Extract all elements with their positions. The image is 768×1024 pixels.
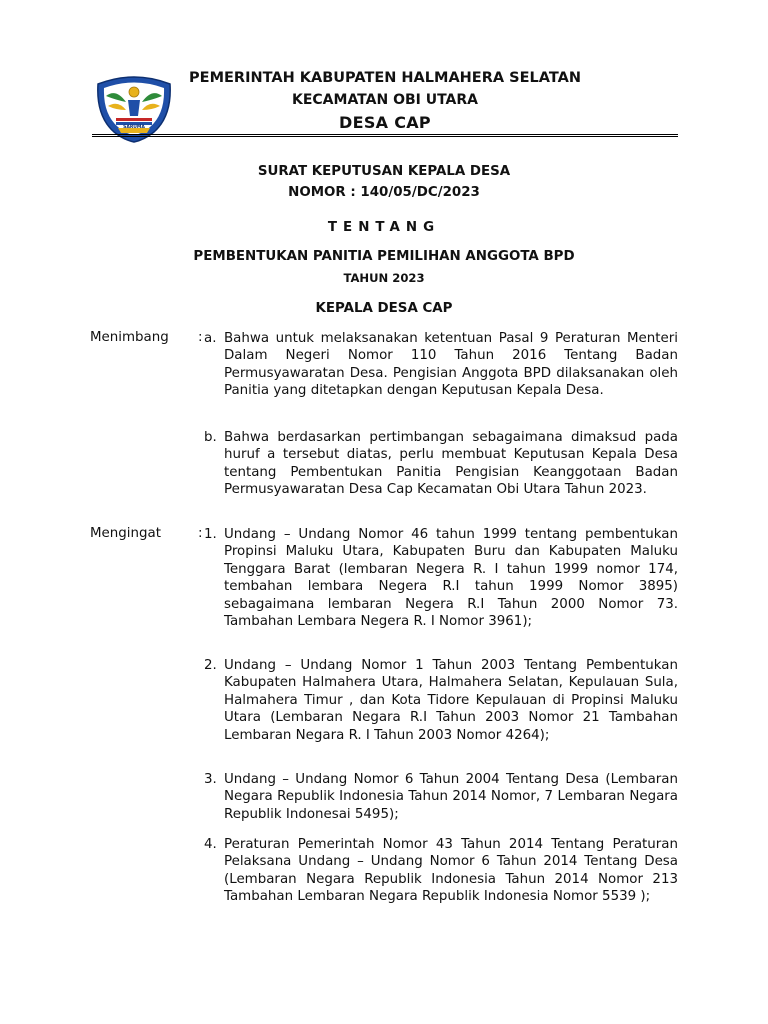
decree-authority: KEPALA DESA CAP <box>315 301 453 316</box>
district-name: KECAMATAN OBI UTARA <box>291 92 479 108</box>
menimbang-item <box>204 429 678 499</box>
mengingat-item <box>204 526 678 630</box>
item-text: Peraturan Pemerintah Nomor 43 Tahun 2014 Tentang Peraturan Pelaksana Undang – Undang Nomor 6 Tahun 2014 Tentang Desa (Lembaran Negara Republik Indonesia Tahun 2014 Nomor 213 Tambahan Lembaran Negara Republik Indonesia Nomor 5539 ); <box>224 837 678 905</box>
decree-subject: PEMBENTUKAN PANITIA PEMILIHAN ANGGOTA BPD <box>193 249 575 264</box>
mengingat-item <box>204 836 678 906</box>
item-marker: a. <box>204 331 217 346</box>
item-text: Undang – Undang Nomor 1 Tahun 2003 Tentang Pembentukan Kabupaten Halmahera Utara, Halmahera Selatan, Kepulauan Sula, Halmahera Timur , dan Kota Tidore Kepulauan di Propinsi Maluku Utara (Lembaran Negara R.I Tahun 2003 Nomor 21 Tambahan Lembaran Negara R. I Tahun 2003 Nomor 4264); <box>224 658 678 743</box>
menimbang-item <box>204 330 678 400</box>
item-text: Bahwa berdasarkan pertimbangan sebagaimana dimaksud pada huruf a tersebut diatas, perlu membuat Keputusan Kepala Desa tentang Pembentukan Panitia Pengisian Keanggotaan Badan Permusyawaratan Desa Cap Kecamatan Obi Utara Tahun 2023. <box>224 430 678 498</box>
menimbang-label: Menimbang <box>90 330 169 345</box>
decree-number: NOMOR : 140/05/DC/2023 <box>288 185 480 200</box>
item-marker: 2. <box>204 658 217 673</box>
mengingat-colon: : <box>198 526 203 541</box>
mengingat-label: Mengingat <box>90 526 161 541</box>
decree-title: SURAT KEPUTUSAN KEPALA DESA <box>257 164 511 179</box>
mengingat-item <box>204 657 678 744</box>
about-heading: TENTANG <box>327 220 441 235</box>
government-name: PEMERINTAH KABUPATEN HALMAHERA SELATAN <box>189 70 581 86</box>
header-divider <box>92 134 678 137</box>
menimbang-colon: : <box>198 330 203 345</box>
item-marker: 4. <box>204 837 217 852</box>
item-text: Undang – Undang Nomor 6 Tahun 2004 Tentang Desa (Lembaran Negara Republik Indonesia Tahun 2014 Nomor, 7 Lembaran Negara Republik Indonesai 5495); <box>224 772 678 822</box>
decree-year: TAHUN 2023 <box>343 271 425 285</box>
item-text: Bahwa untuk melaksanakan ketentuan Pasal 9 Peraturan Menteri Dalam Negeri Nomor 110 Tahun 2016 Tentang Badan Permusyawaratan Desa. Pengisian Anggota BPD dilaksanakan oleh Panitia yang ditetapkan dengan Keputusan Kepala Desa. <box>224 331 678 399</box>
village-name: DESA CAP <box>339 113 431 132</box>
item-text: Undang – Undang Nomor 46 tahun 1999 tentang pembentukan Propinsi Maluku Utara, Kabupaten Buru dan Kabupaten Maluku Tenggara Barat (lembaran Negera R. I tahun 1999 nomor 174, tembahan lembara Negera R.I tahun 1999 Nomor 3895) sebagaimana lembaran Negera R.I Tahun 2000 Nomor 73. Tambahan Lembara Negera R. I Nomor 3961); <box>224 527 678 630</box>
item-marker: b. <box>204 430 217 445</box>
item-marker: 1. <box>204 527 217 542</box>
item-marker: 3. <box>204 772 217 787</box>
emblem-motto: SARUMA <box>123 125 145 130</box>
mengingat-item <box>204 771 678 823</box>
